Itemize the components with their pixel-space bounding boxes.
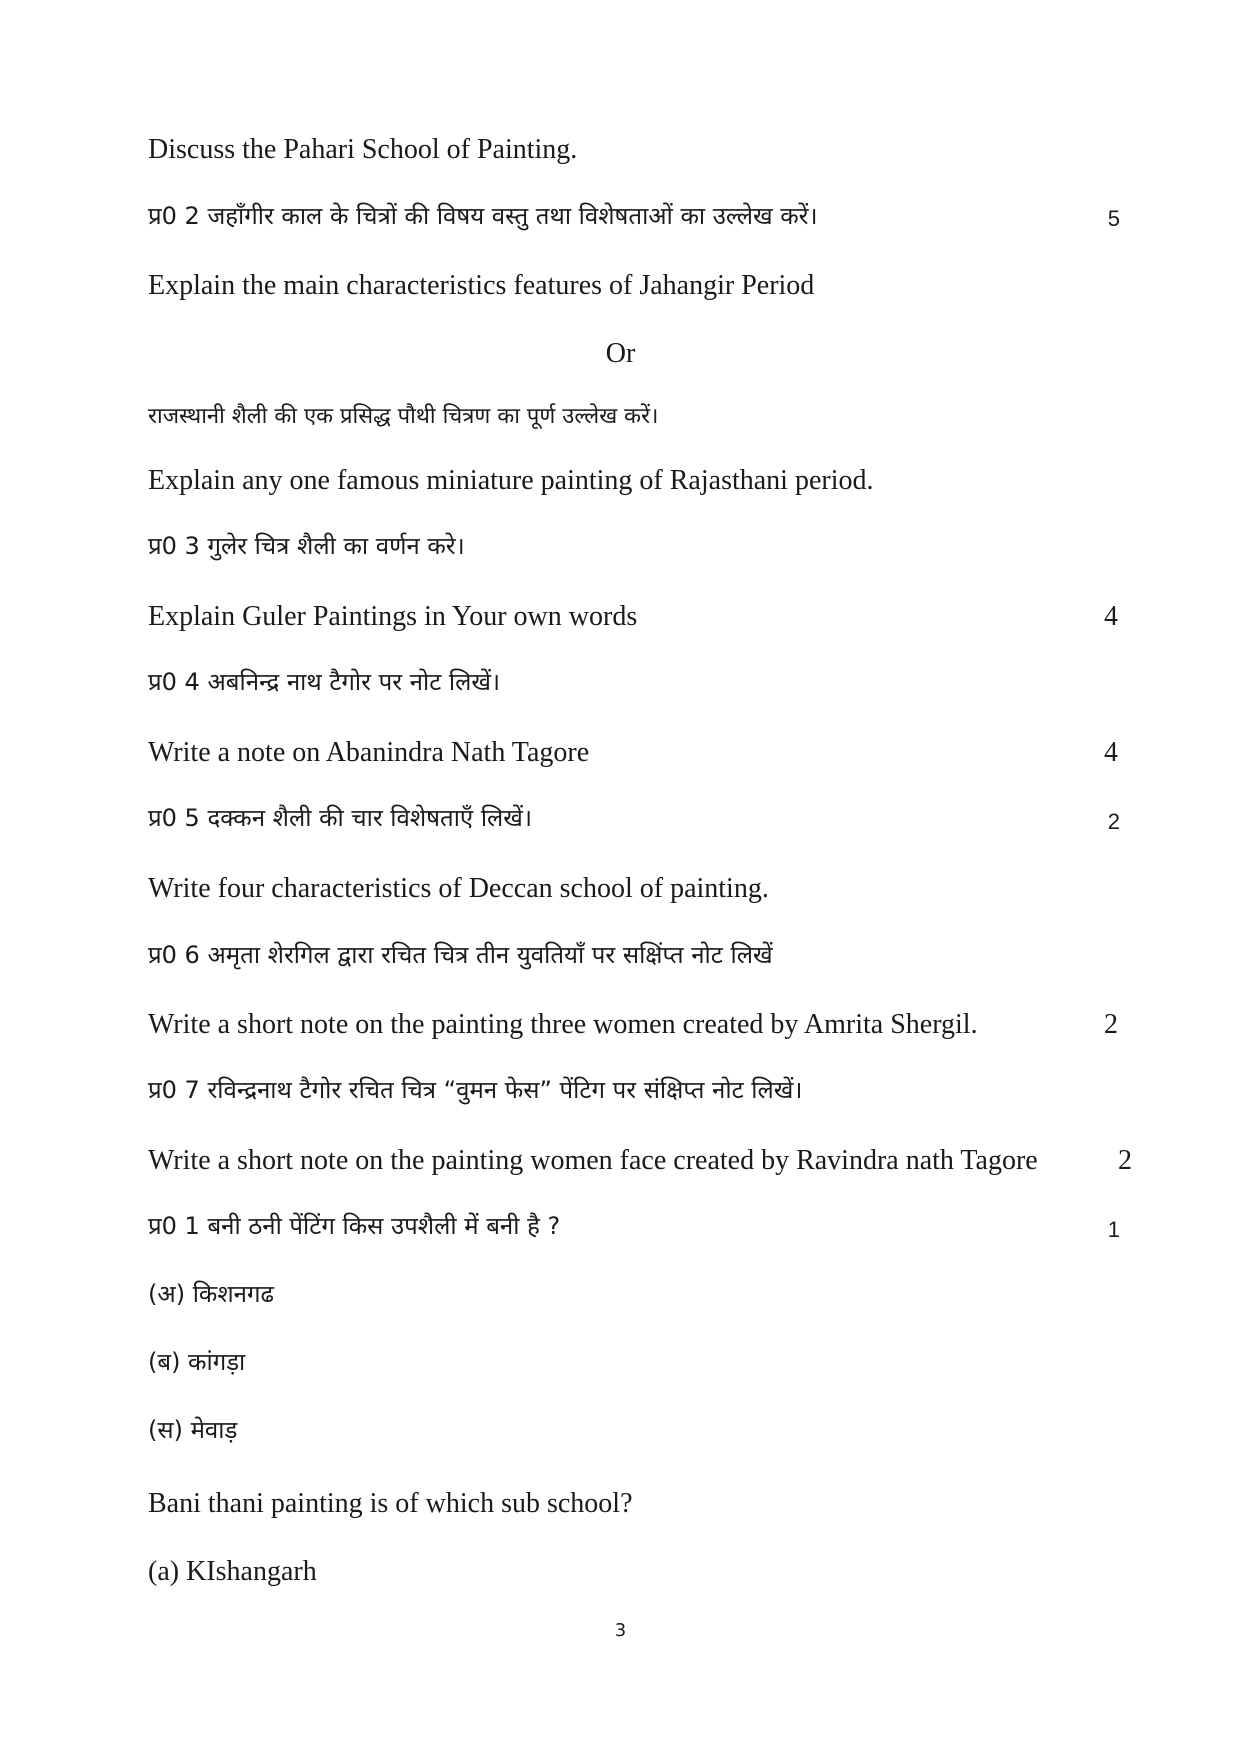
question-3-english: Explain Guler Paintings in Your own words (148, 601, 638, 632)
question-6-english: Write a short note on the painting three women created by Amrita Shergil. (148, 1009, 978, 1040)
question-3-hindi: प्र0 3 गुलेर चित्र शैली का वर्णन करे। (148, 532, 465, 560)
question-7-hindi: प्र0 7 रविन्द्रनाथ टैगोर रचित चित्र “वुमन फेस” पेंटिग पर संक्षिप्त नोट लिखें। (148, 1076, 803, 1104)
question-4-english: Write a note on Abanindra Nath Tagore (148, 737, 590, 768)
mcq-1-english: Bani thani painting is of which sub school? (148, 1488, 633, 1519)
question-4-hindi: प्र0 4 अबनिन्द्र नाथ टैगोर पर नोट लिखें। (148, 668, 501, 696)
or-separator: Or (605, 338, 636, 369)
question-3-marks: 4 (1104, 601, 1118, 632)
mcq-1-option-a-hindi: (अ) किशनगढ (148, 1280, 275, 1308)
mcq-1-option-a-english: (a) KIshangarh (148, 1556, 317, 1587)
question-4-marks: 4 (1104, 737, 1118, 768)
question-6-marks: 2 (1104, 1009, 1118, 1040)
page-number: 3 (614, 1620, 627, 1641)
question-6-hindi: प्र0 6 अमृता शेरगिल द्वारा रचित चित्र तीन युवतियाँ पर सक्षिंप्त नोट लिखें (148, 941, 773, 969)
mcq-1-option-c-hindi: (स) मेवाड़ (148, 1416, 238, 1444)
mcq-1-option-b-hindi: (ब) कांगड़ा (148, 1348, 246, 1376)
mcq-1-hindi: प्र0 1 बनी ठनी पेंटिंग किस उपशैली में बनी है ? (148, 1212, 561, 1240)
mcq-1-marks: 1 (1107, 1217, 1120, 1242)
question-2-english: Explain the main characteristics features of Jahangir Period (148, 270, 815, 301)
question-text-pahari: Discuss the Pahari School of Painting. (148, 134, 578, 165)
question-5-hindi: प्र0 5 दक्कन शैली की चार विशेषताएँ लिखें। (148, 804, 533, 832)
question-7-marks: 2 (1118, 1145, 1132, 1176)
question-7-english: Write a short note on the painting women face created by Ravindra nath Tagore (148, 1145, 1038, 1176)
question-2-marks: 5 (1107, 206, 1120, 231)
question-5-marks: 2 (1107, 809, 1120, 834)
question-5-english: Write four characteristics of Deccan school of painting. (148, 873, 769, 904)
question-2-hindi: प्र0 2 जहाँगीर काल के चित्रों की विषय वस्तु तथा विशेषताओं का उल्लेख करें। (148, 202, 818, 230)
question-2b-hindi: राजस्थानी शैली की एक प्रसिद्ध पौथी चित्रण का पूर्ण उल्लेख करें। (148, 404, 659, 429)
question-2b-english: Explain any one famous miniature painting of Rajasthani period. (148, 465, 874, 496)
